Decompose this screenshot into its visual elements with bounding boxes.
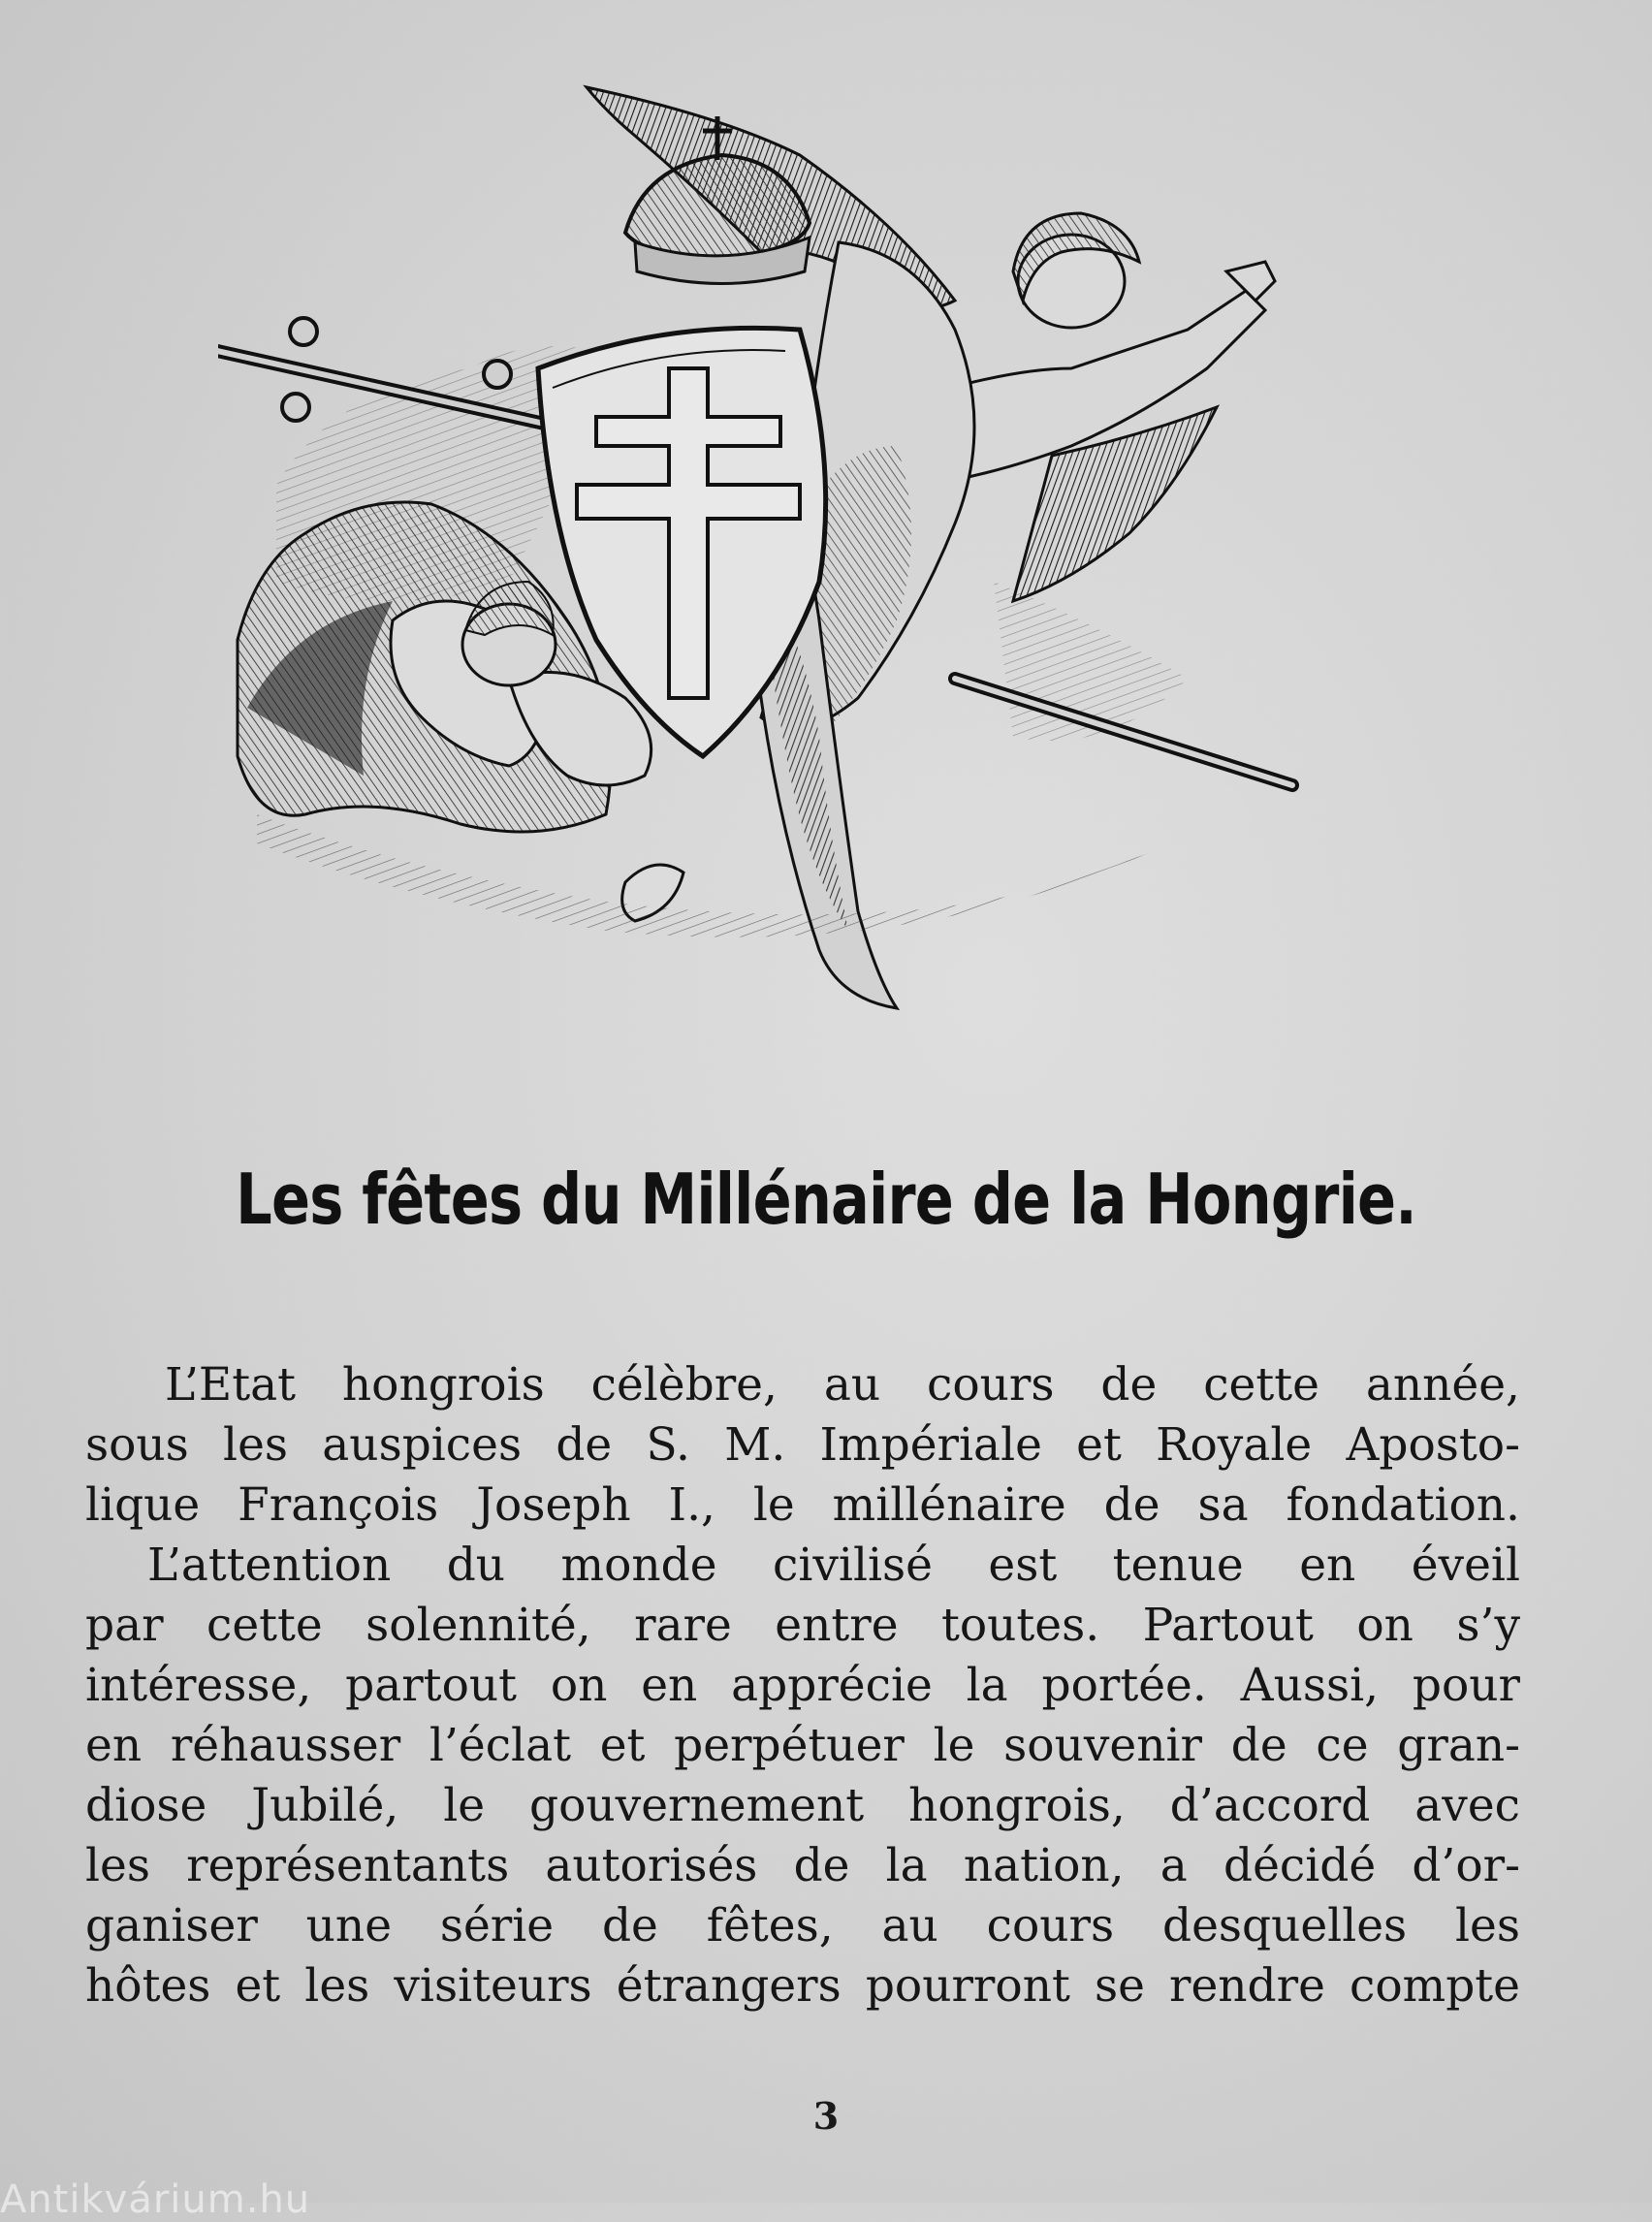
page-title: Les fêtes du Millénaire de la Hongrie. bbox=[236, 1159, 1416, 1240]
page-number: 3 bbox=[812, 2094, 840, 2138]
text-line: diose Jubilé, le gouvernement hongrois, d’accord avec bbox=[85, 1779, 1520, 1832]
text-line: en réhausser l’éclat et perpétuer le souvenir de ce gran- bbox=[85, 1719, 1520, 1772]
watermark-text: Antikvárium.hu bbox=[0, 2177, 311, 2222]
text-line: par cette solennité, rare entre toutes. Partout on s’y bbox=[85, 1599, 1520, 1652]
body-paragraph bbox=[85, 1355, 1520, 2016]
text-line: sous les auspices de S. M. Impériale et Royale Aposto- bbox=[85, 1418, 1520, 1472]
text-line: les représentants autorisés de la nation, a décidé d’or- bbox=[85, 1839, 1520, 1892]
text-line: intéresse, partout on en apprécie la portée. Aussi, pour bbox=[85, 1659, 1520, 1712]
text-line: lique François Joseph I., le millénaire de sa fondation. bbox=[85, 1478, 1520, 1532]
text-line: L’attention du monde civilisé est tenue en éveil bbox=[147, 1539, 1520, 1592]
text-line: L’Etat hongrois célèbre, au cours de cette année, bbox=[165, 1358, 1520, 1412]
text-line: ganiser une série de fêtes, au cours desquelles les bbox=[85, 1899, 1520, 1952]
text-line: hôtes et les visiteurs étrangers pourront se rendre compte bbox=[85, 1959, 1520, 2013]
heraldic-illustration-icon bbox=[218, 78, 1420, 1028]
